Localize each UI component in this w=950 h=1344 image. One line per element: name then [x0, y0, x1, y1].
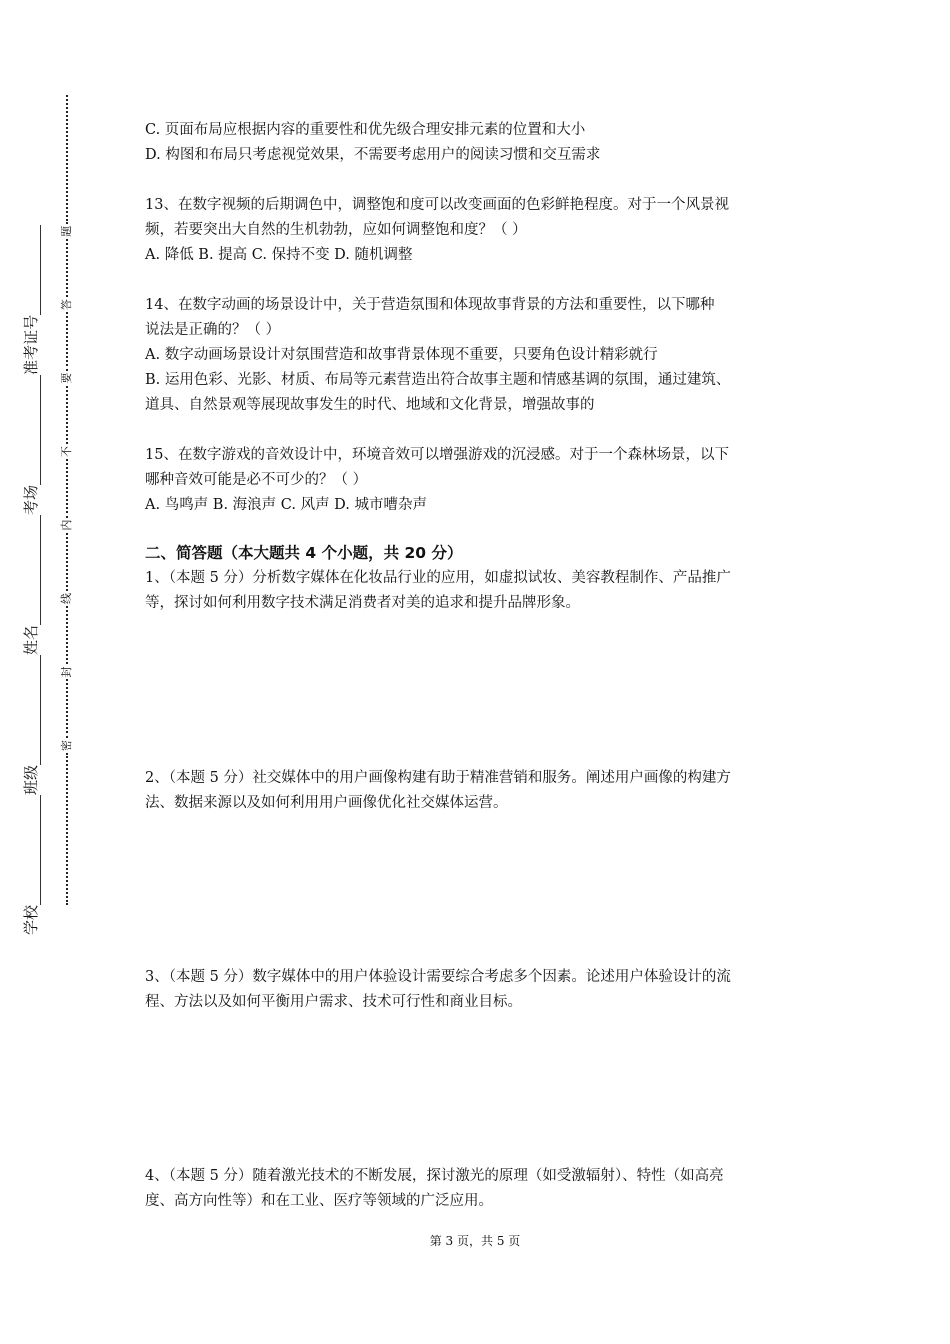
field-line [24, 795, 41, 905]
sq2-text: 2、（本题 5 分）社交媒体中的用户画像构建有助于精准营销和服务。阐述用户画像的构建方 [145, 770, 731, 786]
sq4-text: 度、高方向性等）和在工业、医疗等领域的广泛应用。 [145, 1193, 493, 1209]
seal-char: 密 [60, 739, 73, 751]
seal-char: 不 [60, 446, 73, 458]
sq3-text: 3、（本题 5 分）数字媒体中的用户体验设计需要综合考虑多个因素。论述用户体验设计的流 [145, 969, 731, 985]
seal-line [58, 95, 74, 905]
field-label: 姓名 [22, 624, 40, 655]
seal-char: 线 [60, 593, 73, 605]
q14-text: 说法是正确的？（ ） [145, 322, 281, 338]
seal-char: 要 [60, 372, 73, 384]
sq2-text: 法、数据来源以及如何利用用户画像优化社交媒体运营。 [145, 795, 508, 811]
field-line [24, 375, 41, 485]
page-number: 第 3 页，共 5 页 [429, 1234, 521, 1248]
q15-text: 哪种音效可能是必不可少的？（ ） [145, 472, 368, 488]
q12-option-c: C. 页面布局应根据内容的重要性和优先级合理安排元素的位置和大小 [145, 122, 586, 138]
sq3-text: 程、方法以及如何平衡用户需求、技术可行性和商业目标。 [145, 994, 522, 1010]
q13-options: A. 降低 B. 提高 C. 保持不变 D. 随机调整 [145, 247, 413, 263]
field-label: 考场 [22, 484, 40, 515]
field-room [20, 375, 41, 515]
student-info-fields [20, 225, 41, 935]
seal-char: 内 [60, 519, 73, 531]
q14-text: 14、在数字动画的场景设计中，关于营造氛围和体现故事背景的方法和重要性，以下哪种 [145, 297, 715, 313]
field-school [20, 795, 41, 935]
field-line [24, 655, 41, 765]
binding-margin [18, 75, 98, 935]
seal-char: 答 [60, 299, 73, 311]
q13-text: 13、在数字视频的后期调色中，调整饱和度可以改变画面的色彩鲜艳程度。对于一个风景视 [145, 197, 729, 213]
field-class [20, 655, 41, 795]
seal-char: 题 [60, 225, 73, 237]
sq4-text: 4、（本题 5 分）随着激光技术的不断发展，探讨激光的原理（如受激辐射）、特性（如高亮 [145, 1168, 724, 1184]
field-exam-id [20, 225, 41, 375]
q12-option-d: D. 构图和布局只考虑视觉效果，不需要考虑用户的阅读习惯和交互需求 [145, 147, 601, 163]
q14-option-b: 道具、自然景观等展现故事发生的时代、地域和文化背景，增强故事的 [145, 397, 595, 413]
sq1-text: 1、（本题 5 分）分析数字媒体在化妆品行业的应用，如虚拟试妆、美容教程制作、产品推广 [145, 570, 731, 586]
field-label: 准考证号 [22, 314, 40, 375]
q15-text: 15、在数字游戏的音效设计中，环境音效可以增强游戏的沉浸感。对于一个森林场景，以下 [145, 447, 729, 463]
q14-option-b: B. 运用色彩、光影、材质、布局等元素营造出符合故事主题和情感基调的氛围，通过建筑、 [145, 372, 731, 388]
field-label: 学校 [22, 904, 40, 935]
field-line [24, 225, 41, 315]
field-line [24, 515, 41, 625]
sq1-text: 等，探讨如何利用数字技术满足消费者对美的追求和提升品牌形象。 [145, 595, 580, 611]
q15-options: A. 鸟鸣声 B. 海浪声 C. 风声 D. 城市嘈杂声 [145, 497, 428, 513]
q14-option-a: A. 数字动画场景设计对氛围营造和故事背景体现不重要，只要角色设计精彩就行 [145, 347, 658, 363]
section-heading: 二、简答题（本大题共 4 个小题，共 20 分） [145, 544, 463, 562]
seal-char: 封 [60, 666, 73, 678]
field-label: 班级 [22, 764, 40, 795]
q13-text: 频，若要突出大自然的生机勃勃，应如何调整饱和度？（ ） [145, 222, 527, 238]
field-name [20, 515, 41, 655]
